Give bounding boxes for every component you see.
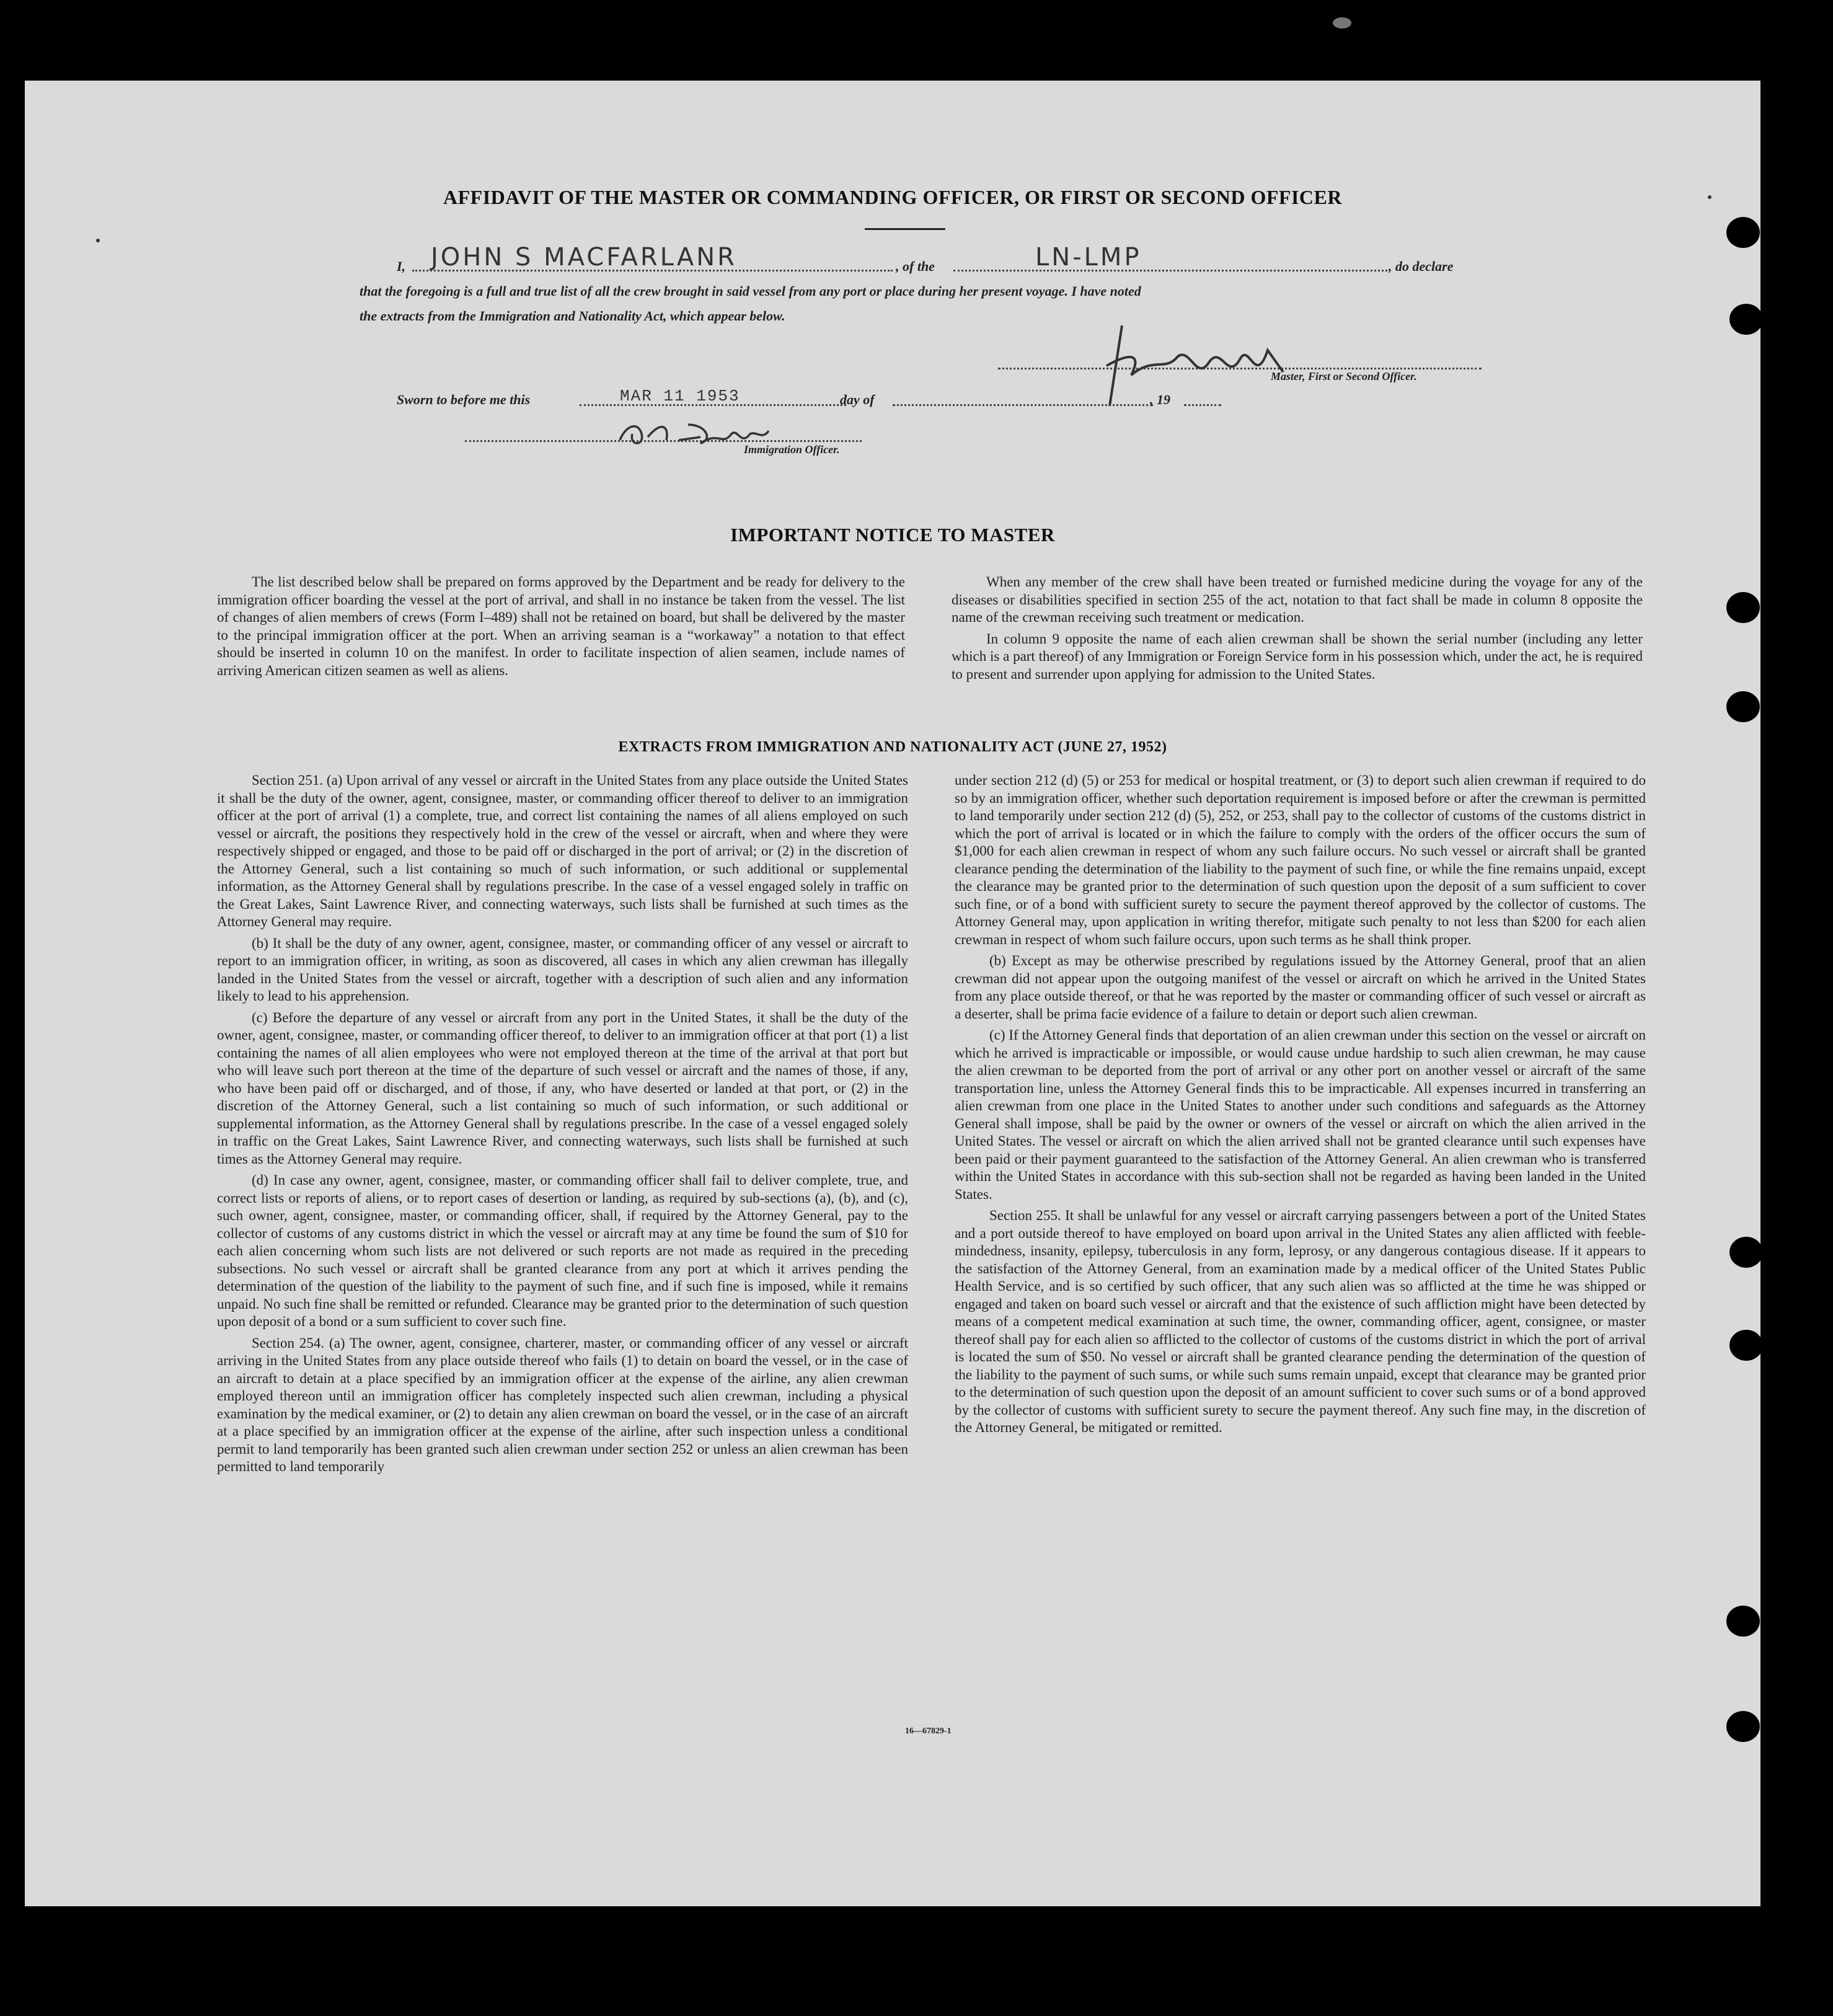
section-251-b: (b) It shall be the duty of any owner, agent, consignee, master, or commanding officer of any vessel or aircraft to report to an immigration officer, in writing, as soon as discovered, all cases in which any alien crewman has illegally landed in the United States from the vessel or aircraft, together with a description of such alien and any information likely to lead to his apprehension. xyxy=(217,935,908,1004)
sworn-label: Sworn to before me this xyxy=(397,392,531,407)
vessel-field-line xyxy=(953,270,1387,272)
scan-speck xyxy=(1708,195,1712,199)
vessel-handwritten: LN-LMP xyxy=(1035,243,1142,272)
notice-right-paragraph-1: When any member of the crew shall have been treated or furnished medicine during the voyage for any of the diseases or disabilities specified in section 255 of the act, notation to that fact shall be made in column 8 opposite the name of the crewman receiving such treatment or medication. xyxy=(952,574,1643,625)
binder-hole xyxy=(1729,304,1763,335)
extracts-title: EXTRACTS FROM IMMIGRATION AND NATIONALITY ACT (JUNE 27, 1952) xyxy=(618,739,1167,755)
notice-left-column xyxy=(217,573,905,683)
extracts-right-column xyxy=(955,772,1646,1441)
year-line xyxy=(1184,404,1221,406)
month-line xyxy=(893,404,1153,406)
title-rule xyxy=(865,228,945,230)
section-251-c: (c) Before the departure of any vessel or aircraft from any port in the United States, it shall be the duty of the owner, agent, consignee, master, or commanding officer thereof, to deliver to an immigration officer at that port (1) a list containing the names of all alien employees who were not employed thereon at the time of the arrival at that port but who will leave such port thereon at the time of the departure of such vessel or aircraft and the names of those, if any, who have been paid off or discharged, and of those, if any, who have deserted or landed at that port, or (2) in the discretion of the Attorney General, such a list containing so much of such information, or such additional or supplemental information, as the Attorney General shall by regulations prescribe. In the case of a vessel engaged solely in traffic on the Great Lakes, Saint Lawrence River, and connecting waterways, such lists shall be furnished at such times as the Attorney General may require. xyxy=(217,1009,908,1167)
year-label: , 19 xyxy=(1150,392,1170,407)
notice-left-paragraph: The list described below shall be prepared on forms approved by the Department and be ready for delivery to the immigration officer boarding the vessel at the port of arrival, and shall in no instance be taken from the vessel. The list of changes of alien members of crews (Form I–489) shall not be retained on board, but shall be delivered by the master to the principal immigration officer at the port. When an arriving seaman is a “workaway” a notation to that effect should be inserted in column 10 on the manifest. In order to facilitate inspection of alien seamen, include names of arriving American citizen seamen as well as aliens. xyxy=(217,574,905,678)
scan-speck xyxy=(96,239,100,242)
notice-right-paragraph-2: In column 9 opposite the name of each alien crewman shall be shown the serial number (including any letter which is a part thereof) of any Immigration or Foreign Service form in his possession which, under the act, he is required to present and surrender upon applying for admission to the United States. xyxy=(952,630,1643,682)
binder-hole xyxy=(1726,1711,1760,1742)
binder-hole xyxy=(1726,217,1760,248)
i-label: I, xyxy=(397,259,406,274)
extracts-left-column xyxy=(217,772,908,1480)
section-254-a-continued: under section 212 (d) (5) or 253 for medical or hospital treatment, or (3) to deport such alien crewman if required to do so by an immigration officer, whether such deportation requirement is imposed before or after the crewman is permitted to land temporarily under section 212 (d) (5), 252, or 253, shall pay to the collector of customs of the customs district in which the port of arrival is located or in which the failure to comply with the orders of the officer occurs the sum of $1,000 for each alien crewman in respect of whom any such failure occurs. No such vessel or aircraft shall be granted clearance pending the determination of the liability to the payment of such fine, or while the fine remains unpaid, except the clearance may be granted prior to the determination of such question upon the deposit of a sum sufficient to cover such fine, or of a bond with sufficient surety to secure the payment thereof approved by the collector of customs. The Attorney General may, upon application in writing therefor, mitigate such penalty to not less than $200 for each alien crewman in respect of whom such failure occurs, upon such terms as he shall think proper. xyxy=(955,772,1646,947)
section-251-a: Section 251. (a) Upon arrival of any vessel or aircraft in the United States from any place outside the United States it shall be the duty of the owner, agent, consignee, master, or commanding officer thereof to deliver to an immigration officer at the port of arrival (1) a complete, true, and correct list containing the names of all aliens employed on such vessel or aircraft, the positions they respectively hold in the crew of the vessel or aircraft, when and where they were respectively shipped or engaged, and those to be paid off or discharged in the port of arrival; or (2) in the discretion of the Attorney General, such a list containing so much of such information, or such additional or supplemental information, as the Attorney General shall by regulations prescribe. In the case of a vessel engaged solely in traffic on the Great Lakes, Saint Lawrence River, and connecting waterways, such lists shall be furnished at such times as the Attorney General may require. xyxy=(217,772,908,929)
document-page xyxy=(25,81,1760,1906)
section-254-c: (c) If the Attorney General finds that deportation of an alien crewman under this section on the vessel or aircraft on which he arrived is impracticable or impossible, or would cause undue hardship to such alien crewman, he may cause the alien crewman to be deported from the port of arrival or any other port on another vessel or aircraft of the same transportation line, unless the Attorney General finds this to be impracticable. All expenses incurred in transferring an alien crewman from one place in the United States to another under such conditions and safeguards as the Attorney General shall impose, shall be paid by the owner or owners of the vessel or aircraft on which the alien arrived in the United States. The vessel or aircraft on which the alien arrived shall not be granted clearance until such expenses have been paid or their payment guaranteed to the satisfaction of the Attorney General. An alien crewman who is transferred within the United States in accordance with this sub-section shall not be regarded as having been landed in the United States. xyxy=(955,1027,1646,1202)
form-number: 16—67829-1 xyxy=(905,1726,952,1736)
immigration-officer-label: Immigration Officer. xyxy=(744,443,840,456)
section-251-d: (d) In case any owner, agent, consignee, master, or commanding officer shall fail to deliver complete, true, and correct lists or reports of aliens, or to report cases of desertion or landing, as required by sub-sections (a), (b), and (c), such owner, agent, consignee, master, or commanding officer, shall, if required by the Attorney General, pay to the collector of customs of any customs district in which the vessel or aircraft may at any time be found the sum of $10 for each alien concerning whom such lists are not delivered or such reports are not made as required in the preceding subsections. No such vessel or aircraft shall be granted clearance from any port at which it arrives pending the determination of the question of the liability to the payment of such fine, and if such fine is imposed, while it remains unpaid. No such fine shall be remitted or refunded. Clearance may be granted prior to the determination of such question upon deposit of a bond or a sum sufficient to cover such fine. xyxy=(217,1172,908,1329)
day-of-label: day of xyxy=(840,392,875,407)
notice-right-column xyxy=(952,573,1643,687)
declaration-line-2: that the foregoing is a full and true list of all the crew brought in said vessel from any port or place during her present voyage. I have noted xyxy=(360,283,1141,299)
section-255: Section 255. It shall be unlawful for any vessel or aircraft carrying passengers between a port of the United States and a port outside thereof to have employed on board upon arrival in the United States any alien afflicted with feeble-mindedness, insanity, epilepsy, tuberculosis in any form, leprosy, or any dangerous contagious disease. If it appears to the satisfaction of the Attorney General, from an examination made by a medical officer of the United States Public Health Service, and is so certified by such officer, that any such alien was so afflicted at the time he was shipped or engaged and taken on board such vessel or aircraft and that the existence of such affliction might have been detected by means of a competent medical examination at such time, the owner, commanding officer, agent, consignee, or master thereof shall pay for each alien so afflicted to the collector of customs of the customs district in which the port of arrival is located the sum of $50. No vessel or aircraft shall be granted clearance pending the determination of the question of the liability to the payment of such sums, or while such sums remain unpaid, except that clearance may be granted prior to the determination of such question upon the deposit of an amount sufficient to cover such sums or of a bond approved by the collector of customs with sufficient surety to secure the payment thereof. Any such fine may, in the discretion of the Attorney General, be mitigated or remitted. xyxy=(955,1208,1646,1435)
declaration-line-3: the extracts from the Immigration and Nationality Act, which appear below. xyxy=(360,308,785,324)
master-signature xyxy=(1097,313,1302,412)
binder-hole xyxy=(1729,1237,1763,1268)
of-the-label: , of the xyxy=(896,259,935,274)
name-handwritten: JOHN S MACFARLANR xyxy=(431,243,737,272)
notice-title: IMPORTANT NOTICE TO MASTER xyxy=(730,524,1055,546)
binder-hole xyxy=(1726,1606,1760,1637)
section-254-b: (b) Except as may be otherwise prescribed by regulations issued by the Attorney General, proof that an alien crewman did not appear upon the outgoing manifest of the vessel or aircraft on which he arrived in the United States from any place outside thereof, or that he was reported by the master or commanding officer of such vessel or aircraft as a deserter, shall be prima facie evidence of a failure to detain or deport such alien crewman. xyxy=(955,953,1646,1022)
sworn-date-stamp: MAR 11 1953 xyxy=(620,387,740,405)
affidavit-title: AFFIDAVIT OF THE MASTER OR COMMANDING OFFICER, OR FIRST OR SECOND OFFICER xyxy=(443,186,1342,208)
section-254-a: Section 254. (a) The owner, agent, consignee, charterer, master, or commanding officer of any vessel or aircraft arriving in the United States from any place outside thereof who fails (1) to detain on board the vessel, or in the case of an aircraft to detain at a place specified by an immigration officer at the expense of the airline, any alien crewman employed thereon until an immigration officer has completely inspected such alien crewman, including a physical examination by the medical examiner, or (2) to detain any alien crewman on board the vessel, or in the case of an aircraft at a place specified by an immigration officer at the expense of the airline, after such inspection unless a conditional permit to land temporarily has been granted such alien crewman under section 252 or unless an alien crewman has been permitted to land temporarily xyxy=(217,1335,908,1474)
do-declare-label: , do declare xyxy=(1389,259,1454,274)
binder-hole xyxy=(1726,592,1760,623)
binder-hole xyxy=(1729,1330,1763,1361)
binder-hole xyxy=(1726,691,1760,722)
scan-speck xyxy=(1333,17,1351,29)
master-label: Master, First or Second Officer. xyxy=(1271,370,1417,382)
